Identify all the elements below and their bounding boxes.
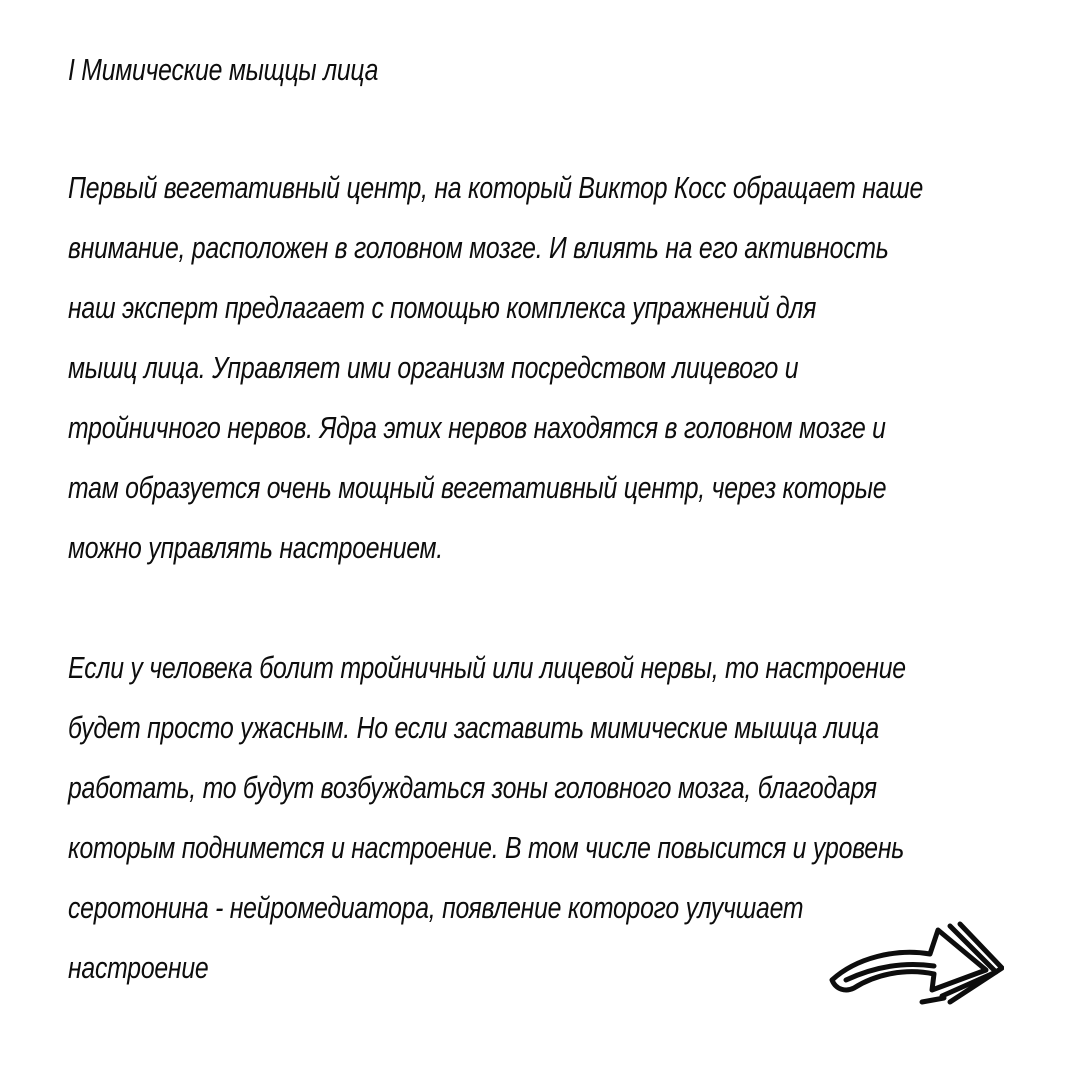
paragraph-line: тройничного нервов. Ядра этих нервов находятся в головном мозге и: [68, 410, 886, 445]
paragraph-line: настроение: [68, 950, 209, 985]
paragraph-line: там образуется очень мощный вегетативный центр, через которые: [68, 470, 887, 505]
paragraph-line: Если у человека болит тройничный или лицевой нервы, то настроение: [68, 650, 906, 685]
paragraph-line: наш эксперт предлагает с помощью комплекса упражнений для: [68, 290, 817, 325]
paragraph-line: серотонина - нейромедиатора, появление которого улучшает: [68, 890, 804, 925]
page-title: [68, 40, 836, 100]
title-text: I Мимические мыщцы лица: [68, 52, 379, 87]
paragraph-line: которым поднимется и настроение. В том числе повысится и уровень: [68, 830, 905, 865]
paragraph-line: работать, то будут возбуждаться зоны головного мозга, благодаря: [68, 770, 877, 805]
paragraph-line: внимание, расположен в головном мозге. И влиять на его активность: [68, 230, 889, 265]
curved-arrow-right-icon[interactable]: [826, 918, 1004, 1010]
paragraph-1: [68, 158, 924, 578]
paragraph-line: мышц лица. Управляет ими организм посредством лицевого и: [68, 350, 799, 385]
paragraph-2: [68, 638, 906, 998]
paragraph-line: Первый вегетативный центр, на который Виктор Косс обращает наше: [68, 170, 924, 205]
paragraph-line: можно управлять настроением.: [68, 530, 443, 565]
paragraph-line: будет просто ужасным. Но если заставить мимические мышца лица: [68, 710, 879, 745]
